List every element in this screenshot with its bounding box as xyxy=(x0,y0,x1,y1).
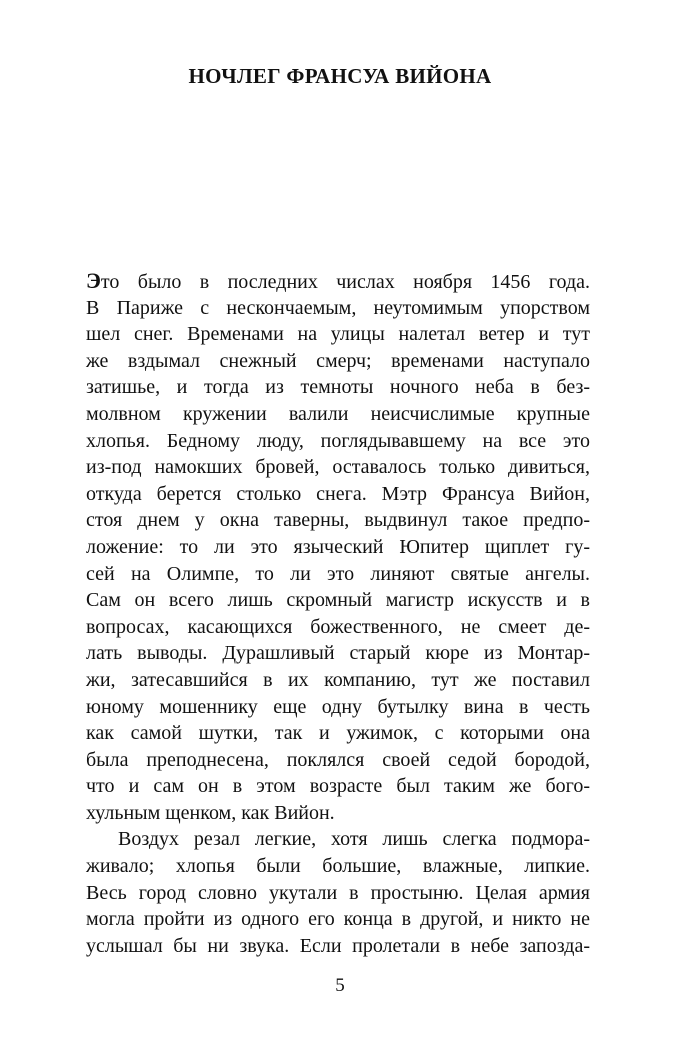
text-line: живало; хлопья были большие, влажные, липкие. xyxy=(86,855,590,878)
text-line: лать выводы. Дурашливый старый кюре из Монтар- xyxy=(86,642,590,665)
paragraph-2 xyxy=(86,826,590,959)
text-line: юному мошеннику еще одну бутылку вина в честь xyxy=(86,695,590,718)
text-line: что и сам он в этом возрасте был таким же бого- xyxy=(86,775,590,798)
text-line: хлопья. Бедному люду, поглядывавшему на все это xyxy=(86,429,590,452)
text-line: молвном кружении валили неисчислимые крупные xyxy=(86,402,590,425)
text-line: Весь город словно укутали в простыню. Целая армия xyxy=(86,881,590,904)
drop-initial: Э xyxy=(86,268,101,293)
text-line: же вздымал снежный смерч; временами наступало xyxy=(86,349,590,372)
first-line-text: то было в последних числах ноября 1456 года. xyxy=(100,271,590,293)
body-text xyxy=(86,268,590,959)
text-line: Сам он всего лишь скромный магистр искусств и в xyxy=(86,589,590,612)
text-line: была преподнесена, поклялся своей седой бородой, xyxy=(86,748,590,771)
text-line: откуда берется столько снега. Мэтр Франсуа Вийон, xyxy=(86,482,590,505)
text-line: могла пройти из одного его конца в другой, и никто не xyxy=(86,908,590,931)
text-line: вопросах, касающихся божественного, не смеет де- xyxy=(86,615,590,638)
text-line: как самой шутки, так и ужимок, с которыми она xyxy=(86,722,590,745)
text-line: Воздух резал легкие, хотя лишь слегка подмора- xyxy=(118,828,590,851)
text-line: затишье, и тогда из темноты ночного неба в без- xyxy=(86,376,590,399)
text-line xyxy=(86,268,590,295)
text-line: хульным щенком, как Вийон. xyxy=(86,801,335,824)
text-line: жи, затесавшийся в их компанию, тут же поставил xyxy=(86,668,590,691)
text-line: стоя днем у окна таверны, выдвинул такое предпо- xyxy=(86,509,590,532)
page-number: 5 xyxy=(335,975,345,996)
text-line: сей на Олимпе, то ли это линяют святые ангелы. xyxy=(86,562,590,585)
text-line: шел снег. Временами на улицы налетал ветер и тут xyxy=(86,323,590,346)
text-line: услышал бы ни звука. Если пролетали в небе запозда- xyxy=(86,934,590,957)
paragraph-1 xyxy=(86,268,590,826)
text-line: В Париже с нескончаемым, неутомимым упорством xyxy=(86,296,590,319)
chapter-title: НОЧЛЕГ ФРАНСУА ВИЙОНА xyxy=(188,64,492,88)
text-line: из-под намокших бровей, оставалось только дивиться, xyxy=(86,456,590,479)
text-line: ложение: то ли это языческий Юпитер щиплет гу- xyxy=(86,535,590,558)
